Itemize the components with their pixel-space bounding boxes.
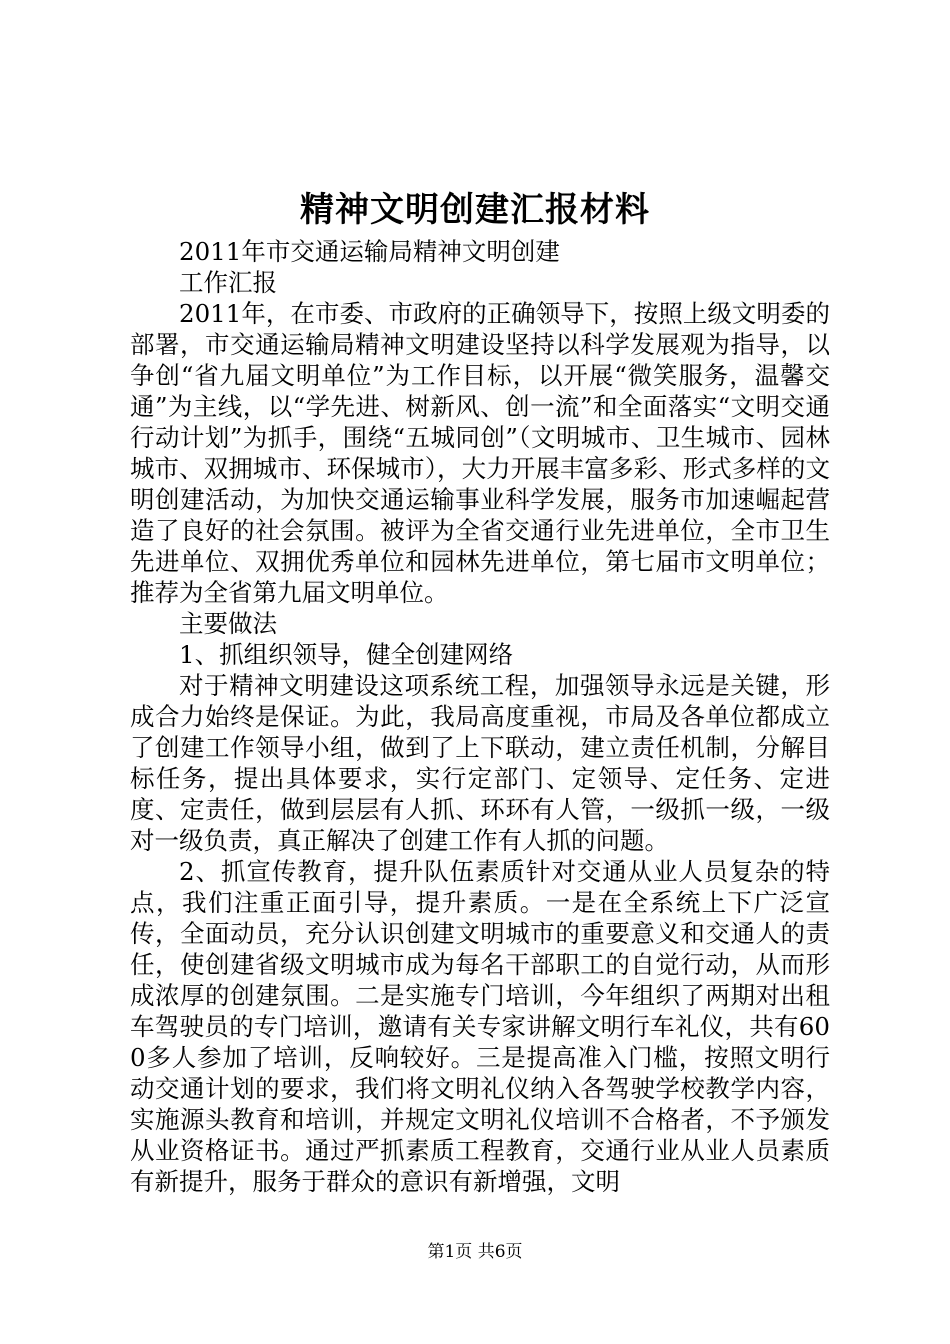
subtitle-line-1: 2011年市交通运输局精神文明创建 xyxy=(179,237,560,266)
subtitle-line-2: 工作汇报 xyxy=(179,268,277,297)
page-footer: 第1页 共6页 xyxy=(427,1242,523,1262)
section-heading-main-practices: 主要做法 xyxy=(179,609,277,638)
subheading-organization: 1、抓组织领导，健全创建网络 xyxy=(179,640,514,669)
document-body xyxy=(130,236,830,1197)
paragraph-publicity-education: 2、抓宣传教育，提升队伍素质针对交通从业人员复杂的特点，我们注重正面引导，提升素质。一是在全系统上下广泛宣传，全面动员，充分认识创建文明城市的重要意义和交通人的责任，使创建省级文明城市成为每名干部职工的自觉行动，从而形成浓厚的创建氛围。二是实施专门培训，今年组织了两期对出租车驾驶员的专门培训，邀请有关专家讲解文明行车礼仪，共有600多人参加了培训，反响较好。三是提高准入门槛，按照文明行动交通计划的要求，我们将文明礼仪纳入各驾驶学校教学内容，实施源头教育和培训，并规定文明礼仪培训不合格者，不予颁发从业资格证书。通过严抓素质工程教育，交通行业从业人员素质有新提升，服务于群众的意识有新增强，文明 xyxy=(130,857,830,1196)
intro-paragraph: 2011年，在市委、市政府的正确领导下，按照上级文明委的部署，市交通运输局精神文明建设坚持以科学发展观为指导，以争创“省九届文明单位”为工作目标，以开展“微笑服务，温馨交通”为主线，以“学先进、树新风、创一流”和全面落实“文明交通行动计划”为抓手，围绕“五城同创”（文明城市、卫生城市、园林城市、双拥城市、环保城市），大力开展丰富多彩、形式多样的文明创建活动，为加快交通运输事业科学发展，服务市加速崛起营造了良好的社会氛围。被评为全省交通行业先进单位，全市卫生先进单位、双拥优秀单位和园林先进单位，第七届市文明单位；推荐为全省第九届文明单位。 xyxy=(130,299,830,607)
document-title: 精神文明创建汇报材料 xyxy=(300,190,650,230)
paragraph-organization: 对于精神文明建设这项系统工程，加强领导永远是关键，形成合力始终是保证。为此，我局高度重视，市局及各单位都成立了创建工作领导小组，做到了上下联动，建立责任机制，分解目标任务，提出具体要求，实行定部门、定领导、定任务、定进度、定责任，做到层层有人抓、环环有人管，一级抓一级，一级对一级负责，真正解决了创建工作有人抓的问题。 xyxy=(130,671,830,855)
